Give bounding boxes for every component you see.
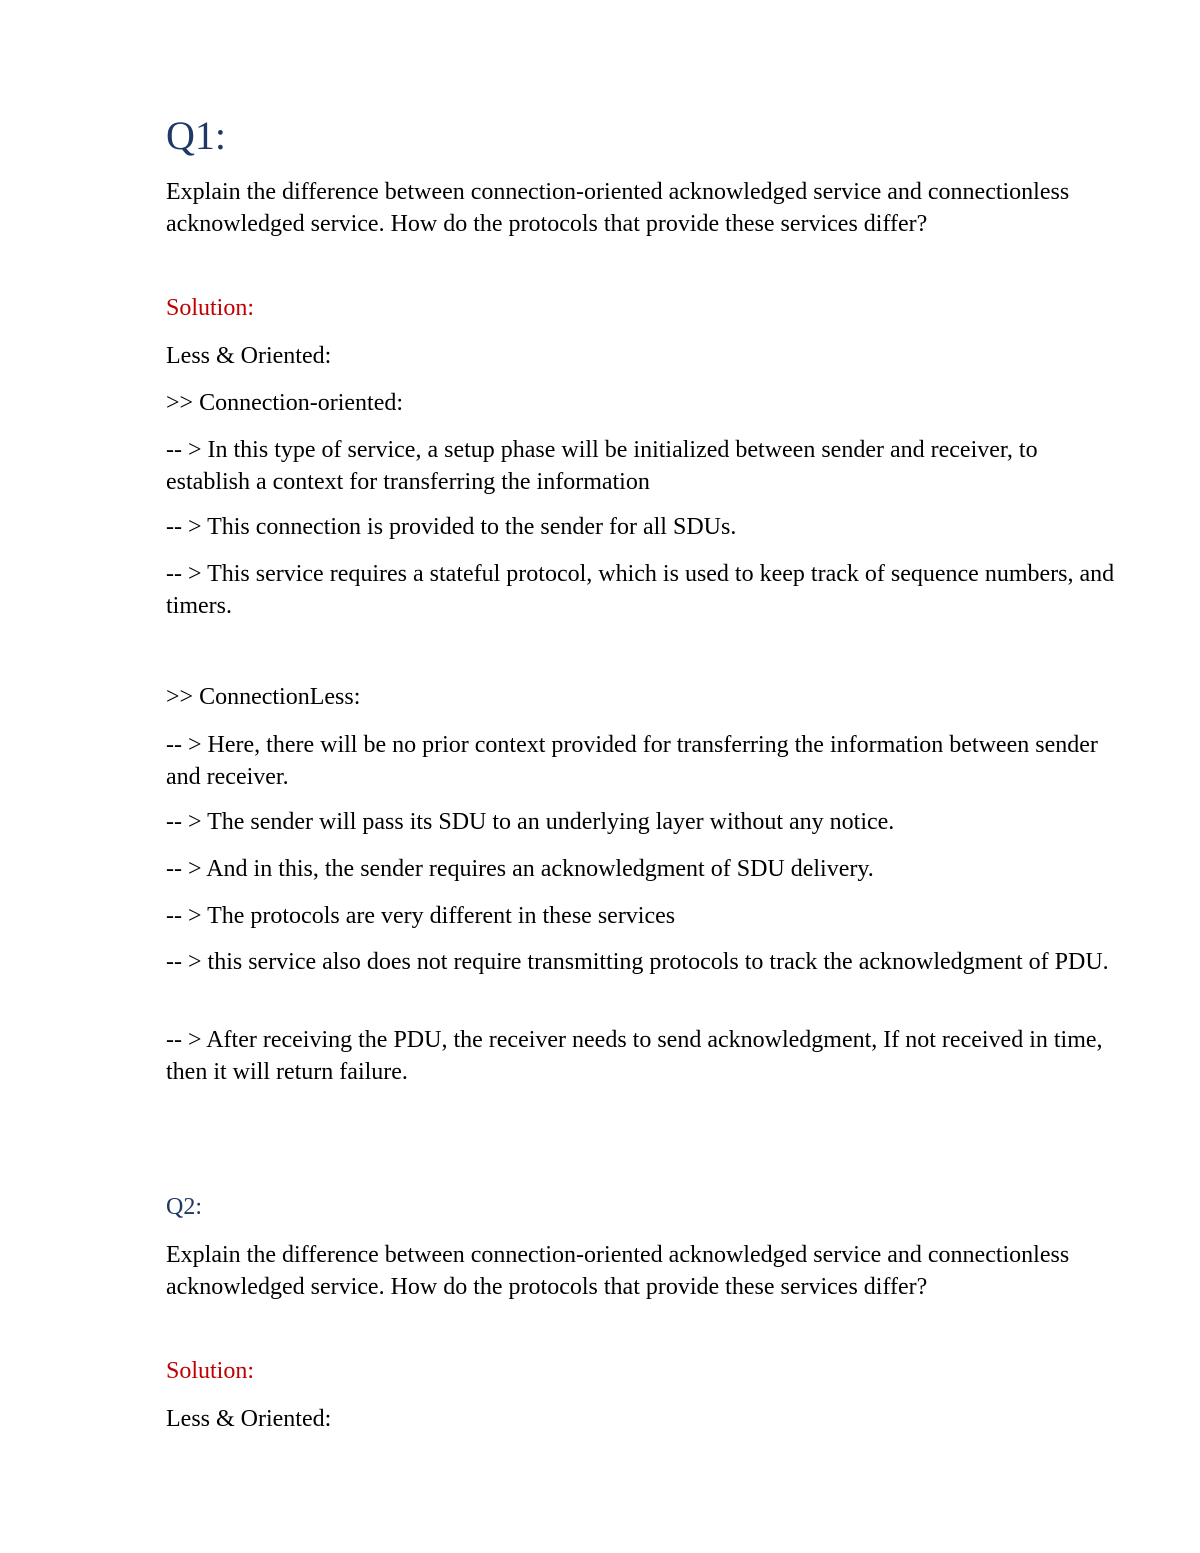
q2-solution-label: Solution: — [166, 1358, 255, 1384]
connectionless-point: -- > The sender will pass its SDU to an underlying layer without any notice. — [166, 809, 895, 835]
q2-question: Explain the difference between connection-oriented acknowledged service and connectionless acknowledged service. How do the protocols that provide these services differ? — [166, 1242, 1070, 1300]
connection-oriented-point: -- > This connection is provided to the sender for all SDUs. — [166, 514, 737, 540]
connectionless-point: -- > this service also does not require transmitting protocols to track the acknowledgment of PDU. — [166, 949, 1109, 975]
q1-title: Q1: — [166, 113, 226, 158]
connectionless-point: -- > And in this, the sender requires an acknowledgment of SDU delivery. — [166, 856, 874, 882]
q1-question: Explain the difference between connection-oriented acknowledged service and connectionless acknowledged service. How do the protocols that provide these services differ? — [166, 179, 1070, 237]
connectionless-point: -- > After receiving the PDU, the receiver needs to send acknowledgment, If not received in time, then it will return failure. — [166, 1027, 1103, 1085]
q2-subtitle: Less & Oriented: — [166, 1406, 332, 1432]
connectionless-heading: >> ConnectionLess: — [166, 684, 361, 710]
connectionless-point: -- > Here, there will be no prior context provided for transferring the information between sender and receiver. — [166, 732, 1098, 790]
connection-oriented-heading: >> Connection-oriented: — [166, 390, 404, 416]
connection-oriented-point: -- > This service requires a stateful protocol, which is used to keep track of sequence numbers, and timers. — [166, 561, 1115, 619]
q1-subtitle: Less & Oriented: — [166, 343, 332, 369]
connection-oriented-point: -- > In this type of service, a setup phase will be initialized between sender and receiver, to establish a context for transferring the information — [166, 437, 1038, 495]
connectionless-point: -- > The protocols are very different in these services — [166, 903, 676, 929]
q1-solution-label: Solution: — [166, 295, 255, 321]
q2-title: Q2: — [166, 1194, 202, 1220]
